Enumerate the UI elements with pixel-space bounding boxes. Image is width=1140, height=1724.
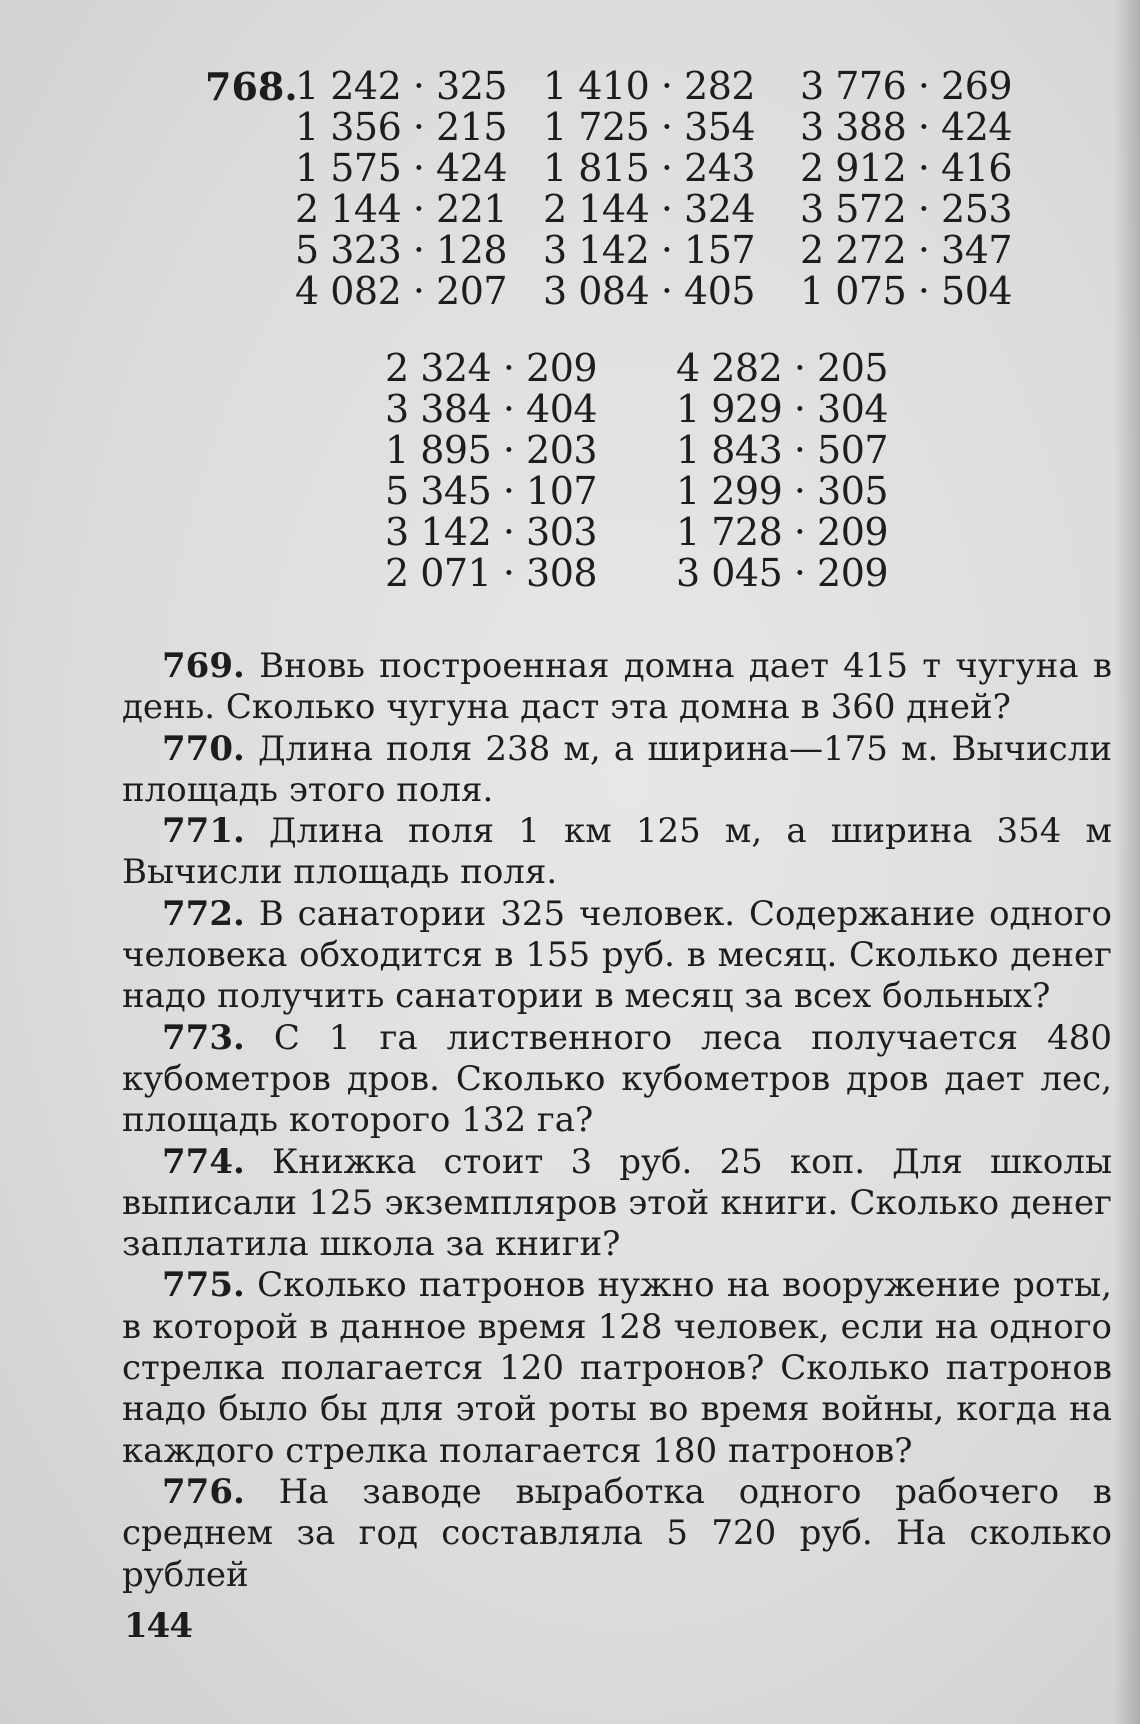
multiplication-expression: 2 912 · 416 (800, 146, 1013, 190)
multiplication-expression: 2 144 · 324 (543, 187, 756, 231)
expression-row (0, 430, 1140, 471)
expression-row (0, 348, 1140, 389)
multiplication-expression: 3 384 · 404 (385, 387, 598, 431)
problem-text: В санатории 325 человек. Содержание одного человека обходится в 155 руб. в месяц. Сколько денег надо получить санатории в месяц за всех больных? (122, 893, 1112, 1017)
expression-row (0, 230, 1140, 271)
multiplication-expression: 4 082 · 207 (295, 269, 508, 313)
multiplication-expression: 1 356 · 215 (295, 105, 508, 149)
problem-number: 773. (162, 1017, 245, 1058)
expression-row (0, 189, 1140, 230)
multiplication-expression: 1 575 · 424 (295, 146, 508, 190)
problem-text: Сколько патронов нужно на вооружение роты, в которой в данное время 128 человек, если на одного стрелка полагается 120 патронов? Сколько патронов надо было бы для этой роты во время войны, когда на каждого стрелка полагается 180 патронов? (122, 1265, 1112, 1471)
multiplication-expression: 3 142 · 157 (543, 228, 756, 272)
expression-row (0, 389, 1140, 430)
problem-number: 776. (162, 1471, 245, 1512)
expression-row (0, 66, 1140, 107)
expression-row (0, 553, 1140, 594)
multiplication-expression: 1 895 · 203 (385, 428, 598, 472)
problem-number: 774. (162, 1141, 245, 1182)
problem-item (122, 729, 1112, 812)
problem-text: Вновь построенная домна дает 415 т чугуна в день. Сколько чугуна даст эта домна в 360 дней? (122, 646, 1112, 728)
problem-number: 772. (162, 893, 245, 934)
multiplication-expression: 2 144 · 221 (295, 187, 508, 231)
problem-text: На заводе выработка одного рабочего в среднем за год составляла 5 720 руб. На сколько рублей (122, 1471, 1113, 1595)
multiplication-expression: 1 929 · 304 (676, 387, 889, 431)
expression-row (0, 107, 1140, 148)
problem-number: 770. (162, 728, 245, 769)
expression-row (0, 471, 1140, 512)
multiplication-expression: 1 299 · 305 (676, 469, 889, 513)
problem-text: С 1 га лиственного леса получается 480 кубометров дров. Сколько кубометров дров дает лес, площадь которого 132 га? (122, 1017, 1113, 1141)
problem-item (122, 1142, 1112, 1266)
problem-item (122, 811, 1112, 894)
exercise-768-number: 768. (205, 64, 298, 109)
multiplication-expression: 1 410 · 282 (543, 64, 756, 108)
expression-row (0, 148, 1140, 189)
multiplication-expression: 1 815 · 243 (543, 146, 756, 190)
multiplication-expression: 1 728 · 209 (676, 510, 889, 554)
multiplication-expression: 5 345 · 107 (385, 469, 598, 513)
multiplication-expression: 3 776 · 269 (800, 64, 1013, 108)
problem-number: 775. (162, 1265, 245, 1306)
problem-item (122, 1265, 1112, 1471)
page-number: 144 (124, 1606, 192, 1646)
problem-text: Книжка стоит 3 руб. 25 коп. Для школы выписали 125 экземпляров этой книги. Сколько денег заплатила школа за книги? (122, 1141, 1113, 1265)
multiplication-expression: 1 242 · 325 (295, 64, 508, 108)
multiplication-expression: 3 084 · 405 (543, 269, 756, 313)
multiplication-expression: 4 282 · 205 (676, 346, 889, 390)
exercise-768-block2 (0, 348, 1140, 594)
problem-number: 769. (162, 646, 245, 686)
multiplication-expression: 1 725 · 354 (543, 105, 756, 149)
multiplication-expression: 3 045 · 209 (676, 551, 889, 595)
multiplication-expression: 3 388 · 424 (800, 105, 1013, 149)
expression-row (0, 512, 1140, 553)
multiplication-expression: 2 071 · 308 (385, 551, 598, 595)
problem-text: Длина поля 1 км 125 м, а ширина 354 м Вычисли площадь поля. (122, 811, 1113, 893)
problem-item (122, 894, 1112, 1018)
multiplication-expression: 2 324 · 209 (385, 346, 598, 390)
exercise-768-block1 (0, 66, 1140, 312)
multiplication-expression: 1 075 · 504 (800, 269, 1013, 313)
problem-item (122, 646, 1112, 729)
problem-number: 771. (162, 811, 245, 852)
problem-item (122, 1472, 1112, 1596)
multiplication-expression: 5 323 · 128 (295, 228, 508, 272)
problem-item (122, 1018, 1112, 1142)
expression-row (0, 271, 1140, 312)
problems-list (122, 646, 1112, 1596)
multiplication-expression: 2 272 · 347 (800, 228, 1013, 272)
multiplication-expression: 3 572 · 253 (800, 187, 1013, 231)
multiplication-expression: 3 142 · 303 (385, 510, 598, 554)
problem-text: Длина поля 238 м, а ширина—175 м. Вычисли площадь этого поля. (122, 728, 1112, 810)
multiplication-expression: 1 843 · 507 (676, 428, 889, 472)
